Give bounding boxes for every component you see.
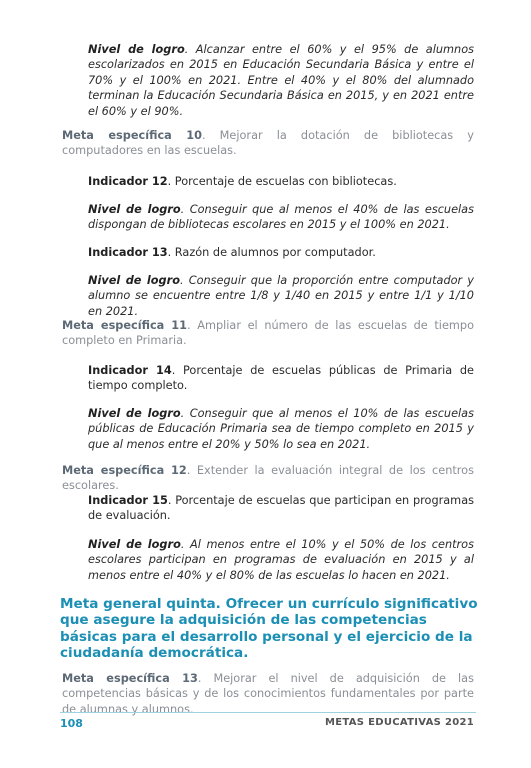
nivel-logro-label: Nivel de logro: [88, 203, 181, 216]
meta-especifica-13: [62, 671, 474, 717]
meta-especifica-10: [62, 128, 474, 159]
indicador-14: [88, 363, 474, 394]
meta-label: Meta específica 10: [62, 129, 202, 142]
meta-general-heading: Meta general quinta. Ofrecer un currículo significativo que asegure la adquisición de las competencias básicas para el desarrollo personal y el ejercicio de la ciudadanía democrática.: [60, 596, 478, 661]
meta-especifica-12: [62, 463, 474, 494]
indicador-label: Indicador 14: [88, 364, 172, 377]
nivel-logro-paragraph: [88, 537, 474, 583]
page-number: 108: [60, 717, 83, 730]
nivel-logro-label: Nivel de logro: [88, 538, 181, 551]
nivel-logro-paragraph: [88, 273, 474, 319]
indicador-12: [88, 174, 474, 189]
meta-text: . Extender la evaluación integral de los centros escolares.: [62, 464, 474, 493]
nivel-logro-text: . Conseguir que al menos el 40% de las escuelas dispongan de bibliotecas escolares en 2015 y el 100% en 2021.: [88, 203, 474, 232]
nivel-logro-text: . Conseguir que al menos el 10% de las escuelas públicas de Educación Primaria sea de tiempo completo en 2015 y que al menos entre el 20% y 50% lo sea en 2021.: [88, 407, 474, 451]
nivel-logro-text: . Alcanzar entre el 60% y el 95% de alumnos escolarizados en 2015 en Educación Secundaria Básica y entre el 70% y el 100% en 2021. Entre el 40% y el 80% del alumnado terminan la Educación Secundaria Básica en 2015, y en 2021 entre el 60% y el 90%.: [88, 43, 474, 118]
nivel-logro-text: . Conseguir que la proporción entre computador y alumno se encuentre entre 1/8 y 1/40 en 2015 y entre 1/1 y 1/10 en 2021.: [88, 274, 474, 318]
nivel-logro-label: Nivel de logro: [88, 274, 180, 287]
running-head: METAS EDUCATIVAS 2021: [325, 717, 474, 728]
nivel-logro-paragraph: [88, 406, 474, 452]
indicador-text: . Razón de alumnos por computador.: [167, 246, 376, 259]
meta-text: . Mejorar la dotación de bibliotecas y computadores en las escuelas.: [62, 129, 474, 158]
meta-label: Meta específica 11: [62, 319, 187, 332]
meta-label: Meta específica 13: [62, 672, 198, 685]
nivel-logro-label: Nivel de logro: [88, 407, 181, 420]
footer-divider: [60, 712, 476, 713]
indicador-text: . Porcentaje de escuelas con bibliotecas.: [167, 175, 397, 188]
indicador-13: [88, 245, 474, 260]
indicador-text: . Porcentaje de escuelas públicas de Primaria de tiempo completo.: [88, 364, 474, 393]
indicador-text: . Porcentaje de escuelas que participan en programas de evaluación.: [88, 494, 474, 523]
indicador-15: [88, 493, 474, 524]
meta-label: Meta específica 12: [62, 464, 187, 477]
nivel-logro-paragraph: [88, 202, 474, 233]
meta-text: . Mejorar el nivel de adquisición de las competencias básicas y de los conocimientos fundamentales por parte de alumnas y alumnos.: [62, 672, 474, 716]
indicador-label: Indicador 15: [88, 494, 168, 507]
nivel-logro-paragraph: [88, 42, 474, 119]
meta-especifica-11: [62, 318, 474, 349]
indicador-label: Indicador 12: [88, 175, 168, 188]
nivel-logro-text: . Al menos entre el 10% y el 50% de los centros escolares participan en programas de evaluación en 2015 y al menos entre el 40% y el 80% de las escuelas lo hacen en 2021.: [88, 538, 474, 582]
indicador-label: Indicador 13: [88, 246, 168, 259]
meta-text: . Ampliar el número de las escuelas de tiempo completo en Primaria.: [62, 319, 474, 348]
nivel-logro-label: Nivel de logro: [88, 43, 185, 56]
